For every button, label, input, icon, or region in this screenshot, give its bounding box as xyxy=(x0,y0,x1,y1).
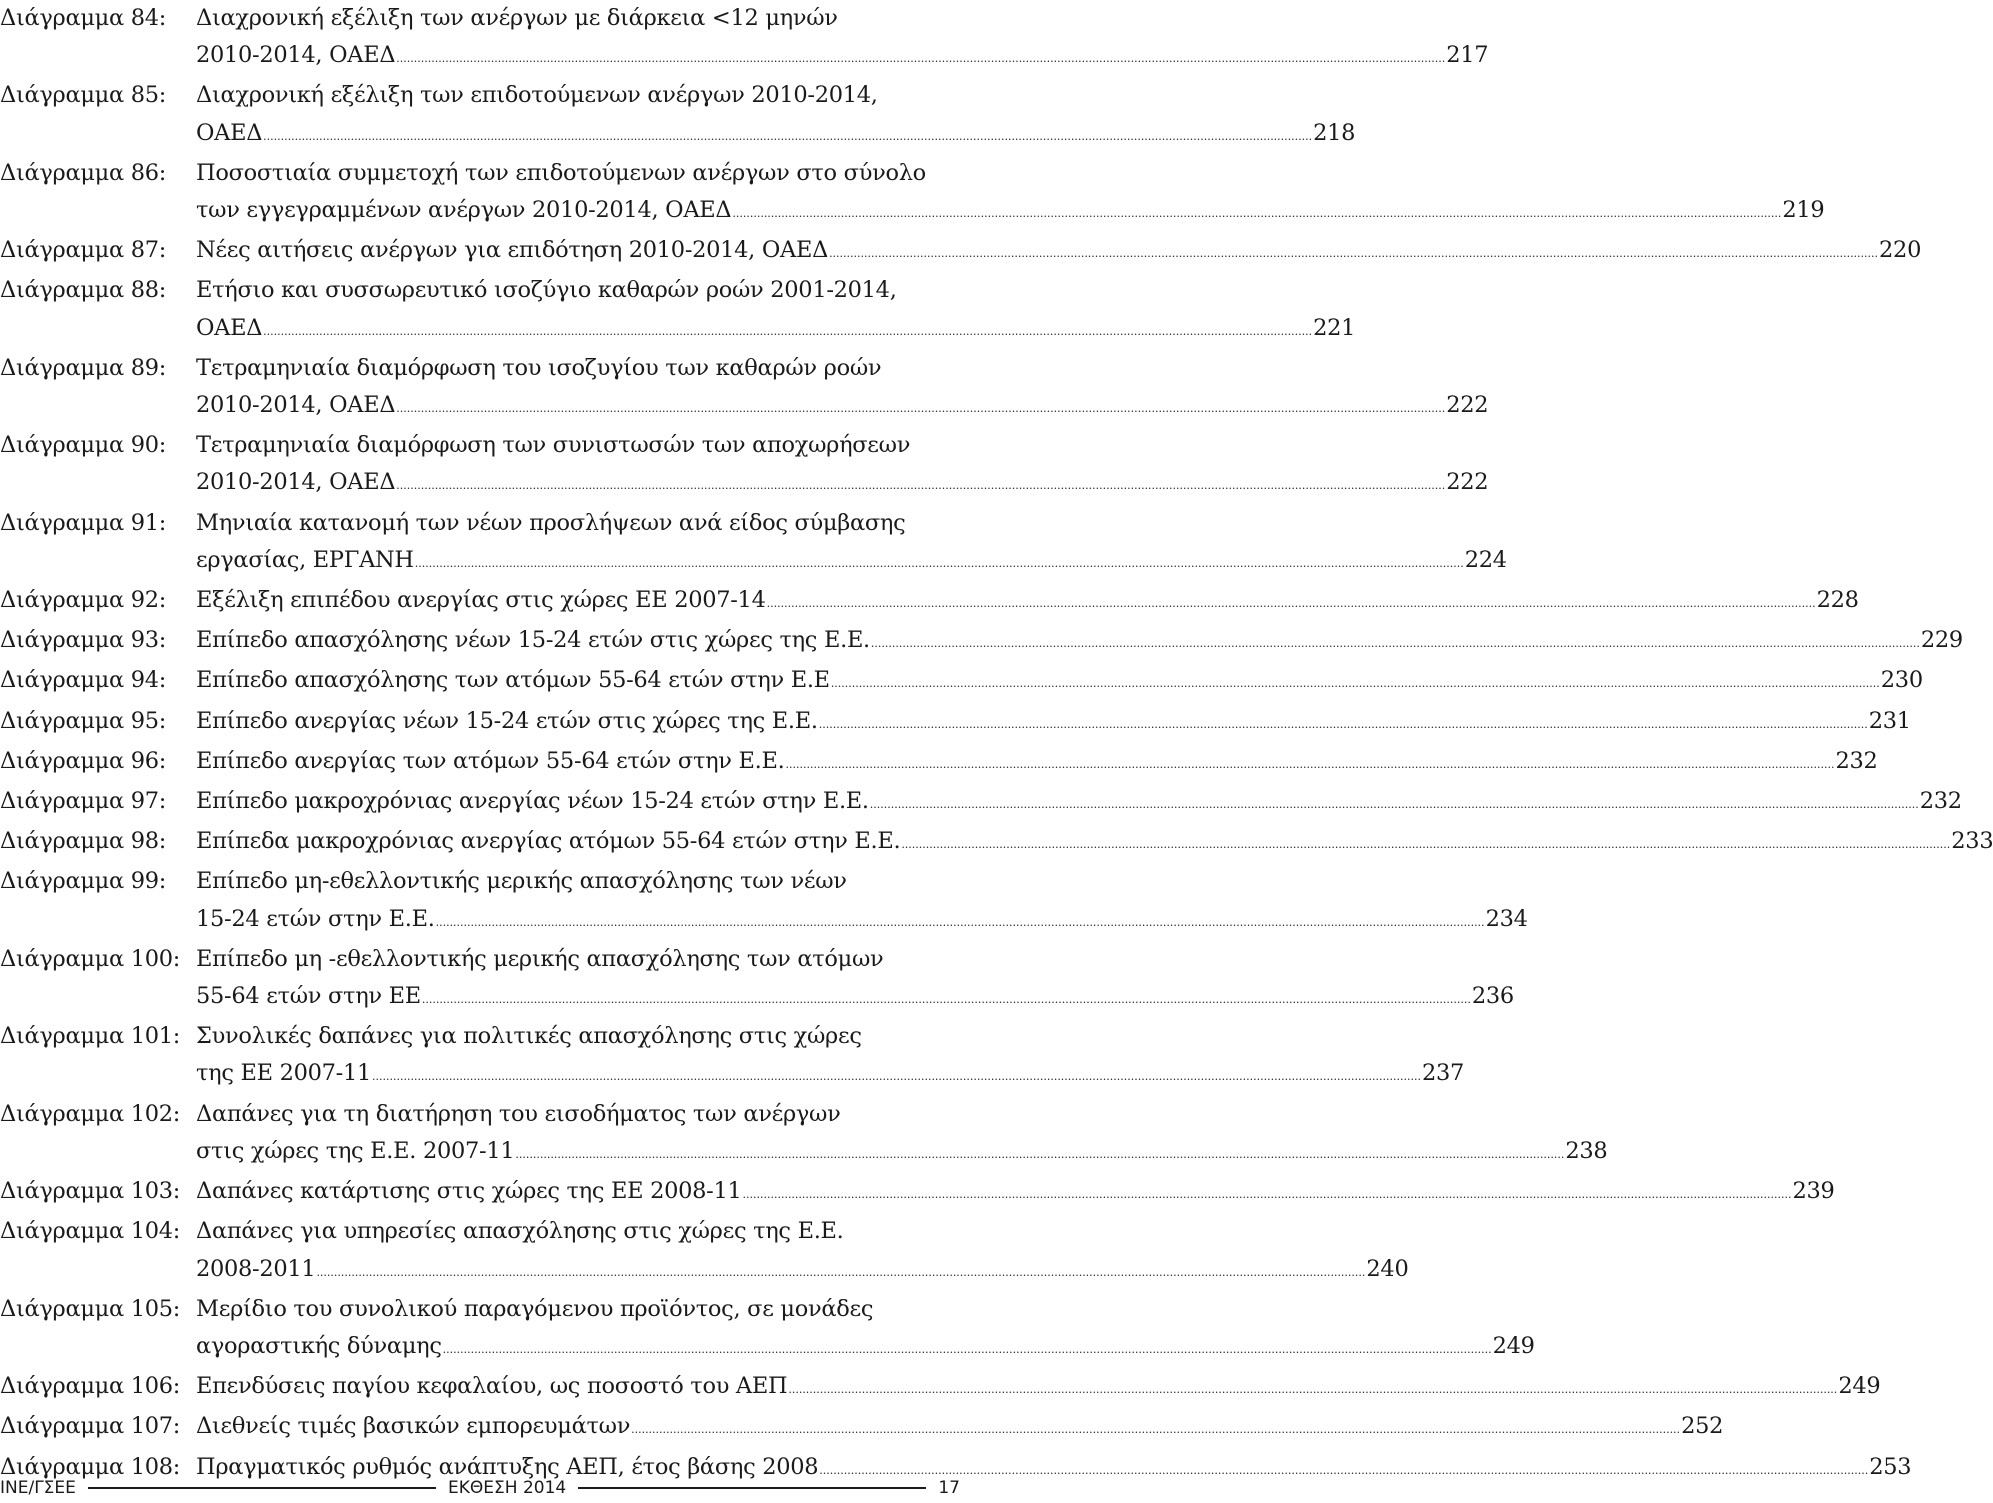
toc-entry-title-line: ΟΑΕΔ xyxy=(196,314,263,341)
toc-entry-title-line: Ετήσιο και συσσωρευτικό ισοζύγιο καθαρών ροών 2001-2014, xyxy=(196,277,897,304)
toc-entry-last-line xyxy=(196,703,1911,743)
toc-entry-title-line: Επίπεδο μακροχρόνιας ανεργίας νέων 15-24 ετών στην Ε.Ε. xyxy=(196,788,869,815)
toc-entry-title-line: 15-24 ετών στην Ε.Ε. xyxy=(196,905,435,932)
toc-entry-title-line: Επίπεδο ανεργίας νέων 15-24 ετών στις χώρες της Ε.Ε. xyxy=(196,707,818,734)
toc-entry-title-line: Τετραμηνιαία διαμόρφωση των συνιστωσών των αποχωρήσεων xyxy=(196,432,911,459)
toc-entry-title-line: Εξέλιξη επιπέδου ανεργίας στις χώρες ΕΕ 2007-14 xyxy=(196,587,766,614)
toc-entry-last-line xyxy=(196,310,1356,350)
toc-entry xyxy=(0,1213,1409,1290)
footer-rule-left xyxy=(88,1487,436,1489)
toc-entry-label: Διάγραμμα 89: xyxy=(0,354,167,381)
toc-entry-title-line: Τετραμηνιαία διαμόρφωση του ισοζυγίου των καθαρών ροών xyxy=(196,354,882,381)
toc-entry-label: Διάγραμμα 97: xyxy=(0,788,167,815)
toc-entry-title-line: 2010-2014, ΟΑΕΔ xyxy=(196,42,396,69)
toc-entry-label: Διάγραμμα 96: xyxy=(0,747,167,774)
toc-entry-last-line xyxy=(196,1328,1535,1368)
dot-leader: ............................................................................................................................................................................................................................................................................................................ xyxy=(869,798,1919,812)
toc-entry-title-line: αγοραστικής δύναμης xyxy=(196,1332,442,1359)
toc-entry-label: Διάγραμμα 84: xyxy=(0,5,167,31)
dot-leader: ............................................................................................................................................................................................................................................................................................................ xyxy=(870,637,1920,651)
dot-leader: ............................................................................................................................................................................................................................................................................................................ xyxy=(263,324,1313,338)
footer-publisher: ΙΝΕ/ΓΣΕΕ xyxy=(0,1478,76,1498)
dot-leader: ............................................................................................................................................................................................................................................................................................................ xyxy=(732,207,1782,221)
dot-leader: ............................................................................................................................................................................................................................................................................................................ xyxy=(421,993,1471,1007)
toc-entry-label: Διάγραμμα 90: xyxy=(0,432,167,459)
toc-entry-last-line xyxy=(196,192,1825,232)
toc-entry-page-number: 234 xyxy=(1485,905,1528,932)
toc-entry-page-number: 220 xyxy=(1879,237,1922,264)
dot-leader: ............................................................................................................................................................................................................................................................................................................ xyxy=(785,757,1835,771)
toc-entry-last-line xyxy=(196,582,1859,622)
toc-entry-body xyxy=(196,1368,1881,1408)
dot-leader: ............................................................................................................................................................................................................................................................................................................ xyxy=(766,597,1816,611)
toc-entry-label: Διάγραμμα 85: xyxy=(0,82,167,109)
toc-entry-label: Διάγραμμα 102: xyxy=(0,1100,181,1127)
dot-leader: ............................................................................................................................................................................................................................................................................................................ xyxy=(830,677,1880,691)
toc-entry-body xyxy=(196,582,1859,622)
toc-entry-title-line: 55-64 ετών στην ΕΕ xyxy=(196,983,421,1010)
toc-entry xyxy=(0,823,1993,863)
dot-leader: ............................................................................................................................................................................................................................................................................................................ xyxy=(829,247,1879,261)
toc-entry xyxy=(0,1291,1535,1368)
dot-leader: ............................................................................................................................................................................................................................................................................................................ xyxy=(396,479,1446,493)
toc-entry-body xyxy=(196,272,1356,349)
toc-entry-page-number: 237 xyxy=(1421,1060,1465,1087)
toc-entry xyxy=(0,1173,1835,1213)
toc-entry xyxy=(0,232,1922,272)
toc-entry xyxy=(0,582,1859,622)
toc-entry-last-line xyxy=(196,1133,1608,1173)
toc-entry-title-line: Πραγματικός ρυθμός ανάπτυξης ΑΕΠ, έτος βάσης 2008 xyxy=(196,1453,819,1480)
toc-entry-page-number: 219 xyxy=(1782,197,1825,224)
toc-entry-title-line: Επίπεδο απασχόλησης νέων 15-24 ετών στις χώρες της Ε.Ε. xyxy=(196,627,870,654)
footer-rule-right xyxy=(578,1487,926,1489)
toc-entry-last-line xyxy=(196,115,1356,155)
toc-entry-page-number: 217 xyxy=(1446,42,1489,69)
toc-entry-page-number: 218 xyxy=(1313,119,1356,146)
toc-entry-last-line xyxy=(196,1408,1724,1448)
toc-entry-page-number: 231 xyxy=(1868,707,1911,734)
toc-entry-label: Διάγραμμα 100: xyxy=(0,945,181,972)
toc-entry xyxy=(0,662,1923,702)
toc-entry-title-line: Μερίδιο του συνολικού παραγόμενου προϊόντος, σε μονάδες xyxy=(196,1295,874,1322)
toc-entry xyxy=(0,783,1962,823)
toc-entry-label: Διάγραμμα 101: xyxy=(0,1023,181,1050)
dot-leader: ............................................................................................................................................................................................................................................................................................................ xyxy=(819,1463,1869,1477)
toc-entry-page-number: 230 xyxy=(1880,667,1923,694)
toc-entry-title-line: Διαχρονική εξέλιξη των ανέργων με διάρκεια <12 μηνών xyxy=(196,5,838,31)
toc-entry-body xyxy=(196,77,1356,154)
toc-entry xyxy=(0,0,1489,77)
toc-entry xyxy=(0,272,1356,349)
toc-entry-body xyxy=(196,941,1514,1018)
toc-entry xyxy=(0,155,1825,232)
toc-entry-title-line: 2010-2014, ΟΑΕΔ xyxy=(196,469,396,496)
toc-entry xyxy=(0,743,1878,783)
toc-entry-label: Διάγραμμα 107: xyxy=(0,1413,181,1440)
toc-entry-last-line xyxy=(196,1368,1881,1408)
toc-entry-title-line: Επίπεδο μη -εθελλοντικής μερικής απασχόλησης των ατόμων xyxy=(196,945,884,972)
dot-leader: ............................................................................................................................................................................................................................................................................................................ xyxy=(442,1342,1492,1356)
toc-entry-page-number: 240 xyxy=(1366,1255,1409,1282)
toc-entry-last-line xyxy=(196,542,1507,582)
toc-entry-label: Διάγραμμα 99: xyxy=(0,868,167,895)
toc-entry-title-line: εργασίας, ΕΡΓΑΝΗ xyxy=(196,546,414,573)
toc-entry-last-line xyxy=(196,387,1489,427)
toc-entry-title-line: 2010-2014, ΟΑΕΔ xyxy=(196,392,396,419)
toc-entry xyxy=(0,1368,1881,1408)
toc-entry-title-line: Επενδύσεις παγίου κεφαλαίου, ως ποσοστό του ΑΕΠ xyxy=(196,1373,788,1400)
toc-entry-body xyxy=(196,823,1993,863)
toc-entry-body xyxy=(196,783,1962,823)
toc-entry xyxy=(0,350,1489,427)
toc-entry-title-line: Συνολικές δαπάνες για πολιτικές απασχόλησης στις χώρες xyxy=(196,1023,862,1050)
toc-entry-body xyxy=(196,232,1922,272)
toc-entry-page-number: 238 xyxy=(1565,1137,1608,1164)
dot-leader: ............................................................................................................................................................................................................................................................................................................ xyxy=(515,1147,1565,1161)
toc-entry-last-line xyxy=(196,823,1993,863)
toc-entry-body xyxy=(196,427,1489,504)
footer-title: ΕΚΘΕΣΗ 2014 xyxy=(448,1478,567,1498)
toc-entry xyxy=(0,77,1356,154)
toc-entry-title-line: Επίπεδο απασχόλησης των ατόμων 55-64 ετών στην Ε.Ε xyxy=(196,667,830,694)
toc-entry-page-number: 232 xyxy=(1919,788,1962,815)
toc-entry-body xyxy=(196,1096,1608,1173)
toc-entry-last-line xyxy=(196,783,1962,823)
toc-entry-title-line: Δαπάνες κατάρτισης στις χώρες της ΕΕ 2008-11 xyxy=(196,1178,742,1205)
toc-entry-last-line xyxy=(196,622,1963,662)
toc-entry-title-line: Επίπεδο μη-εθελλοντικής μερικής απασχόλησης των νέων xyxy=(196,868,847,895)
toc-entry-body xyxy=(196,622,1963,662)
toc-entry-last-line xyxy=(196,662,1923,702)
toc-entry xyxy=(0,941,1514,1018)
toc-entry-page-number: 221 xyxy=(1313,314,1356,341)
toc-entry-body xyxy=(196,662,1923,702)
toc-entry-title-line: Επίπεδο ανεργίας των ατόμων 55-64 ετών στην Ε.Ε. xyxy=(196,747,785,774)
toc-entry-title-line: των εγγεγραμμένων ανέργων 2010-2014, ΟΑΕΔ xyxy=(196,197,732,224)
toc-entry-last-line xyxy=(196,464,1489,504)
toc-entry-page-number: 224 xyxy=(1464,546,1507,573)
toc-entry-last-line xyxy=(196,232,1922,272)
toc-entry-label: Διάγραμμα 108: xyxy=(0,1453,181,1480)
toc-entry-page-number: 228 xyxy=(1816,587,1859,614)
toc-entry-label: Διάγραμμα 95: xyxy=(0,707,167,734)
toc-entry-title-line: στις χώρες της Ε.Ε. 2007-11 xyxy=(196,1137,515,1164)
dot-leader: ............................................................................................................................................................................................................................................................................................................ xyxy=(631,1423,1681,1437)
dot-leader: ............................................................................................................................................................................................................................................................................................................ xyxy=(396,402,1446,416)
toc-entry-title-line: Διαχρονική εξέλιξη των επιδοτούμενων ανέργων 2010-2014, xyxy=(196,82,878,109)
toc-entry-body xyxy=(196,0,1489,77)
toc-entry xyxy=(0,622,1963,662)
toc-entry-last-line xyxy=(196,978,1514,1018)
toc-entry-last-line xyxy=(196,1055,1465,1095)
dot-leader: ............................................................................................................................................................................................................................................................................................................ xyxy=(371,1070,1421,1084)
toc-entry xyxy=(0,1018,1465,1095)
toc-entry-label: Διάγραμμα 98: xyxy=(0,828,167,855)
toc-entry-label: Διάγραμμα 87: xyxy=(0,237,167,264)
toc-entry-page-number: 253 xyxy=(1869,1453,1912,1480)
toc-entry-title-line: Δαπάνες για υπηρεσίες απασχόλησης στις χώρες της Ε.Ε. xyxy=(196,1218,844,1245)
toc-entry-body xyxy=(196,1213,1409,1290)
toc-entry-last-line xyxy=(196,1173,1835,1213)
toc-entry xyxy=(0,427,1489,504)
toc-entry-label: Διάγραμμα 105: xyxy=(0,1295,181,1322)
toc-entry-body xyxy=(196,155,1825,232)
toc-entry-body xyxy=(196,1291,1535,1368)
toc-entry-page-number: 252 xyxy=(1681,1413,1724,1440)
toc-entry-body xyxy=(196,743,1878,783)
dot-leader: ............................................................................................................................................................................................................................................................................................................ xyxy=(263,129,1313,143)
toc-entry-page-number: 232 xyxy=(1835,747,1878,774)
dot-leader: ............................................................................................................................................................................................................................................................................................................ xyxy=(788,1383,1838,1397)
toc-entry-label: Διάγραμμα 88: xyxy=(0,277,167,304)
toc-entry-body xyxy=(196,703,1911,743)
dot-leader: ............................................................................................................................................................................................................................................................................................................ xyxy=(901,838,1951,852)
toc-entry-title-line: Δαπάνες για τη διατήρηση του εισοδήματος των ανέργων xyxy=(196,1100,841,1127)
toc-entry-title-line: ΟΑΕΔ xyxy=(196,119,263,146)
toc-entry-title-line: Μηνιαία κατανομή των νέων προσλήψεων ανά είδος σύμβασης xyxy=(196,509,906,536)
toc-entry xyxy=(0,703,1911,743)
toc-entry xyxy=(0,1408,1724,1448)
toc-entry-body xyxy=(196,350,1489,427)
toc-entry-page-number: 229 xyxy=(1920,627,1963,654)
toc-entry xyxy=(0,863,1528,940)
toc-entry-last-line xyxy=(196,743,1878,783)
toc-entry-page-number: 236 xyxy=(1471,983,1514,1010)
toc-entry-label: Διάγραμμα 103: xyxy=(0,1178,181,1205)
dot-leader: ............................................................................................................................................................................................................................................................................................................ xyxy=(396,52,1446,66)
toc-entry-title-line: Επίπεδα μακροχρόνιας ανεργίας ατόμων 55-64 ετών στην Ε.Ε. xyxy=(196,828,901,855)
toc-entry-page-number: 222 xyxy=(1446,469,1489,496)
toc-entry-title-line: Διεθνείς τιμές βασικών εμπορευμάτων xyxy=(196,1413,631,1440)
toc-entry-last-line xyxy=(196,1251,1409,1291)
toc-entry-page-number: 233 xyxy=(1951,828,1993,855)
toc-entry-title-line: Νέες αιτήσεις ανέργων για επιδότηση 2010-2014, ΟΑΕΔ xyxy=(196,237,829,264)
toc-entry-last-line xyxy=(196,37,1489,77)
toc-entry-label: Διάγραμμα 94: xyxy=(0,667,167,694)
toc-entry-label: Διάγραμμα 104: xyxy=(0,1218,181,1245)
toc-entry-body xyxy=(196,863,1528,940)
toc-entry-title-line: της ΕΕ 2007-11 xyxy=(196,1060,371,1087)
dot-leader: ............................................................................................................................................................................................................................................................................................................ xyxy=(414,556,1464,570)
toc-entry-body xyxy=(196,1173,1835,1213)
toc-entry-page-number: 239 xyxy=(1792,1178,1835,1205)
toc-entry-page-number: 222 xyxy=(1446,392,1489,419)
dot-leader: ............................................................................................................................................................................................................................................................................................................ xyxy=(818,717,1868,731)
toc-entry-page-number: 249 xyxy=(1838,1373,1881,1400)
toc-entry-title-line: 2008-2011 xyxy=(196,1255,316,1282)
toc-entry-page-number: 249 xyxy=(1492,1332,1535,1359)
toc-entry-label: Διάγραμμα 91: xyxy=(0,509,167,536)
toc-entry-title-line: Ποσοστιαία συμμετοχή των επιδοτούμενων ανέργων στο σύνολο xyxy=(196,159,926,186)
toc-entry-body xyxy=(196,505,1507,582)
toc-entry-body xyxy=(196,1018,1465,1095)
dot-leader: ............................................................................................................................................................................................................................................................................................................ xyxy=(742,1188,1792,1202)
dot-leader: ............................................................................................................................................................................................................................................................................................................ xyxy=(435,915,1485,929)
toc-entry-label: Διάγραμμα 92: xyxy=(0,587,167,614)
footer-page-number: 17 xyxy=(938,1478,960,1498)
dot-leader: ............................................................................................................................................................................................................................................................................................................ xyxy=(316,1265,1366,1279)
toc-entry-body xyxy=(196,1408,1724,1448)
toc-entry-label: Διάγραμμα 106: xyxy=(0,1373,181,1400)
toc-entry-last-line xyxy=(196,901,1528,941)
toc-entry-label: Διάγραμμα 93: xyxy=(0,627,167,654)
toc-entry xyxy=(0,1096,1608,1173)
toc-entry xyxy=(0,505,1507,582)
page-footer xyxy=(0,1476,960,1500)
toc-entry-label: Διάγραμμα 86: xyxy=(0,159,167,186)
